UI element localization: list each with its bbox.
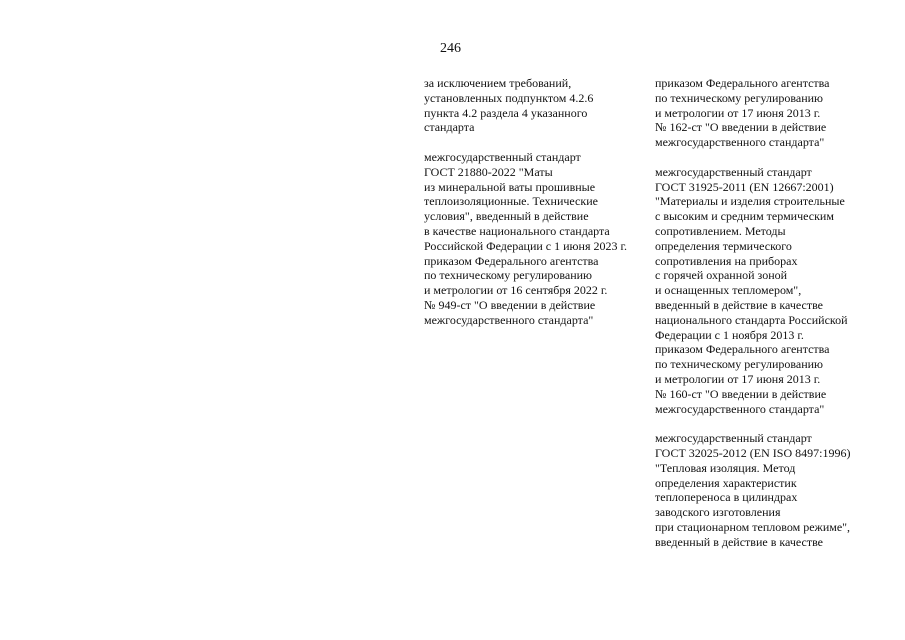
text-line: определения термического [655, 238, 792, 253]
text-line: "Тепловая изоляция. Метод [655, 460, 796, 475]
text-line: Российской Федерации с 1 июня 2023 г. [424, 238, 628, 253]
text-line: № 160-ст "О введении в действие [655, 386, 827, 401]
text-line: из минеральной ваты прошивные [424, 179, 596, 194]
text-line: "Материалы и изделия строительные [655, 194, 845, 209]
text-line: ГОСТ 21880-2022 "Маты [424, 164, 553, 179]
text-block [655, 76, 900, 150]
text-line: при стационарном тепловом режиме", [655, 519, 851, 534]
text-line: межгосударственного стандарта" [424, 312, 594, 327]
text-line: определения характеристик [655, 475, 797, 490]
text-line: межгосударственного стандарта" [655, 401, 825, 416]
text-line: ГОСТ 31925-2011 (EN 12667:2001) [655, 179, 834, 194]
text-line: межгосударственного стандарта" [655, 135, 825, 150]
text-line: межгосударственный стандарт [424, 149, 581, 164]
text-line: теплоизоляционные. Технические [424, 194, 598, 209]
text-line: по техническому регулированию [424, 268, 593, 283]
text-line: теплопереноса в цилиндрах [655, 490, 798, 505]
text-line: стандарта [424, 120, 475, 135]
right-column [655, 76, 900, 564]
text-line: по техническому регулированию [655, 90, 824, 105]
text-line: сопротивлением. Методы [655, 223, 786, 238]
text-line: № 162-ст "О введении в действие [655, 120, 827, 135]
text-block [424, 150, 644, 328]
text-line: межгосударственный стандарт [655, 164, 812, 179]
text-line: введенный в действие в качестве [655, 534, 824, 549]
text-line: по техническому регулированию [655, 357, 824, 372]
text-line: в качестве национального стандарта [424, 223, 610, 238]
text-line: заводского изготовления [655, 505, 781, 520]
text-line: национального стандарта Российской [655, 312, 848, 327]
left-column [424, 76, 644, 342]
text-line: межгосударственный стандарт [655, 431, 812, 446]
text-line: и метрологии от 17 июня 2013 г. [655, 105, 821, 120]
text-line: за исключением требований, [424, 76, 572, 90]
text-line: введенный в действие в качестве [655, 297, 824, 312]
text-block [424, 76, 644, 135]
text-line: с горячей охранной зоной [655, 268, 788, 283]
text-line: установленных подпунктом 4.2.6 [424, 90, 594, 105]
text-line: приказом Федерального агентства [655, 76, 830, 90]
text-line: № 949-ст "О введении в действие [424, 297, 596, 312]
text-line: приказом Федерального агентства [655, 342, 830, 357]
text-block [655, 165, 900, 417]
page-number: 246 [440, 41, 461, 56]
text-line: и метрологии от 16 сентября 2022 г. [424, 283, 608, 298]
text-line: пункта 4.2 раздела 4 указанного [424, 105, 588, 120]
text-line: ГОСТ 32025-2012 (EN ISO 8497:1996) [655, 445, 851, 460]
text-line: сопротивления на приборах [655, 253, 798, 268]
text-line: Федерации с 1 ноября 2013 г. [655, 327, 804, 342]
text-line: и метрологии от 17 июня 2013 г. [655, 371, 821, 386]
text-line: приказом Федерального агентства [424, 253, 599, 268]
text-line: и оснащенных тепломером", [655, 283, 802, 298]
text-line: с высоким и средним термическим [655, 209, 834, 224]
text-line: условия", введенный в действие [424, 209, 589, 224]
text-block [655, 431, 900, 549]
